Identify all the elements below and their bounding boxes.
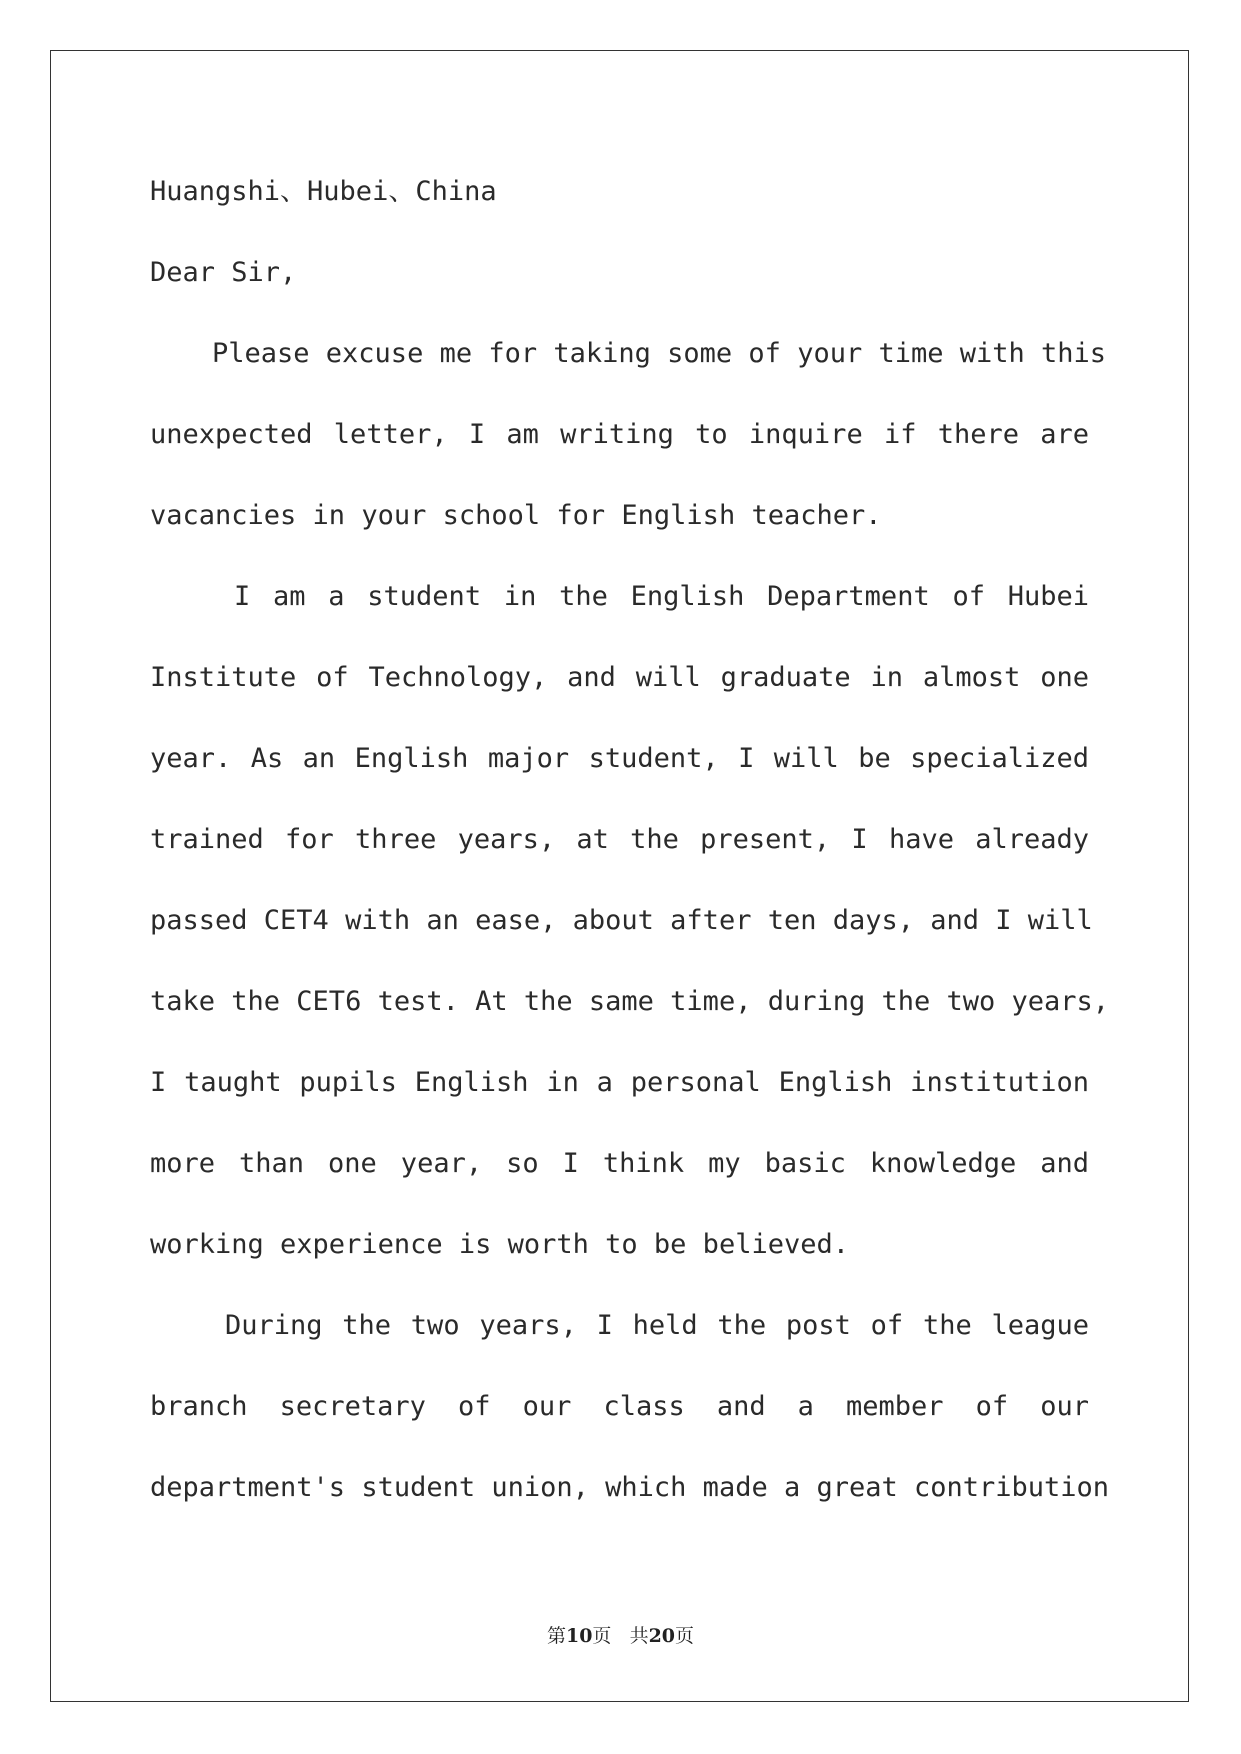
text-line: Please excuse me for taking some of your time with this — [212, 338, 1107, 369]
text-line: During the two years, I held the post of the league — [225, 1310, 1089, 1341]
text-line: Institute of Technology, and will graduate in almost one — [150, 662, 1089, 693]
salutation-line: Dear Sir, — [150, 257, 297, 288]
text-line: department's student union, which made a great contribution — [150, 1472, 1110, 1503]
text-line: I am a student in the English Department of Hubei — [234, 581, 1089, 612]
page-suffix: 页 — [592, 1625, 612, 1647]
text-line: vacancies in your school for English teacher. — [150, 500, 882, 531]
text-line: trained for three years, at the present, I have already — [150, 824, 1089, 855]
text-line: year. As an English major student, I will be specialized — [150, 743, 1089, 774]
total-page-count: 20 — [648, 1625, 676, 1647]
text-line: unexpected letter, I am writing to inquire if there are — [150, 419, 1089, 450]
text-line: branch secretary of our class and a member of our — [150, 1391, 1089, 1422]
address-line: Huangshi、Hubei、China — [150, 176, 497, 207]
text-line: more than one year, so I think my basic knowledge and — [150, 1148, 1089, 1179]
text-line: take the CET6 test. At the same time, during the two years, — [150, 986, 1110, 1017]
total-prefix: 共 — [629, 1625, 649, 1647]
page-prefix: 第 — [546, 1625, 566, 1647]
page-number-footer — [0, 1622, 1241, 1650]
text-line: passed CET4 with an ease, about after ten days, and I will — [150, 905, 1093, 936]
page-border — [50, 50, 1189, 1702]
text-line: I taught pupils English in a personal English institution — [150, 1067, 1089, 1098]
text-line: working experience is worth to be believed. — [150, 1229, 849, 1260]
current-page-number: 10 — [565, 1625, 593, 1647]
total-suffix: 页 — [675, 1625, 695, 1647]
